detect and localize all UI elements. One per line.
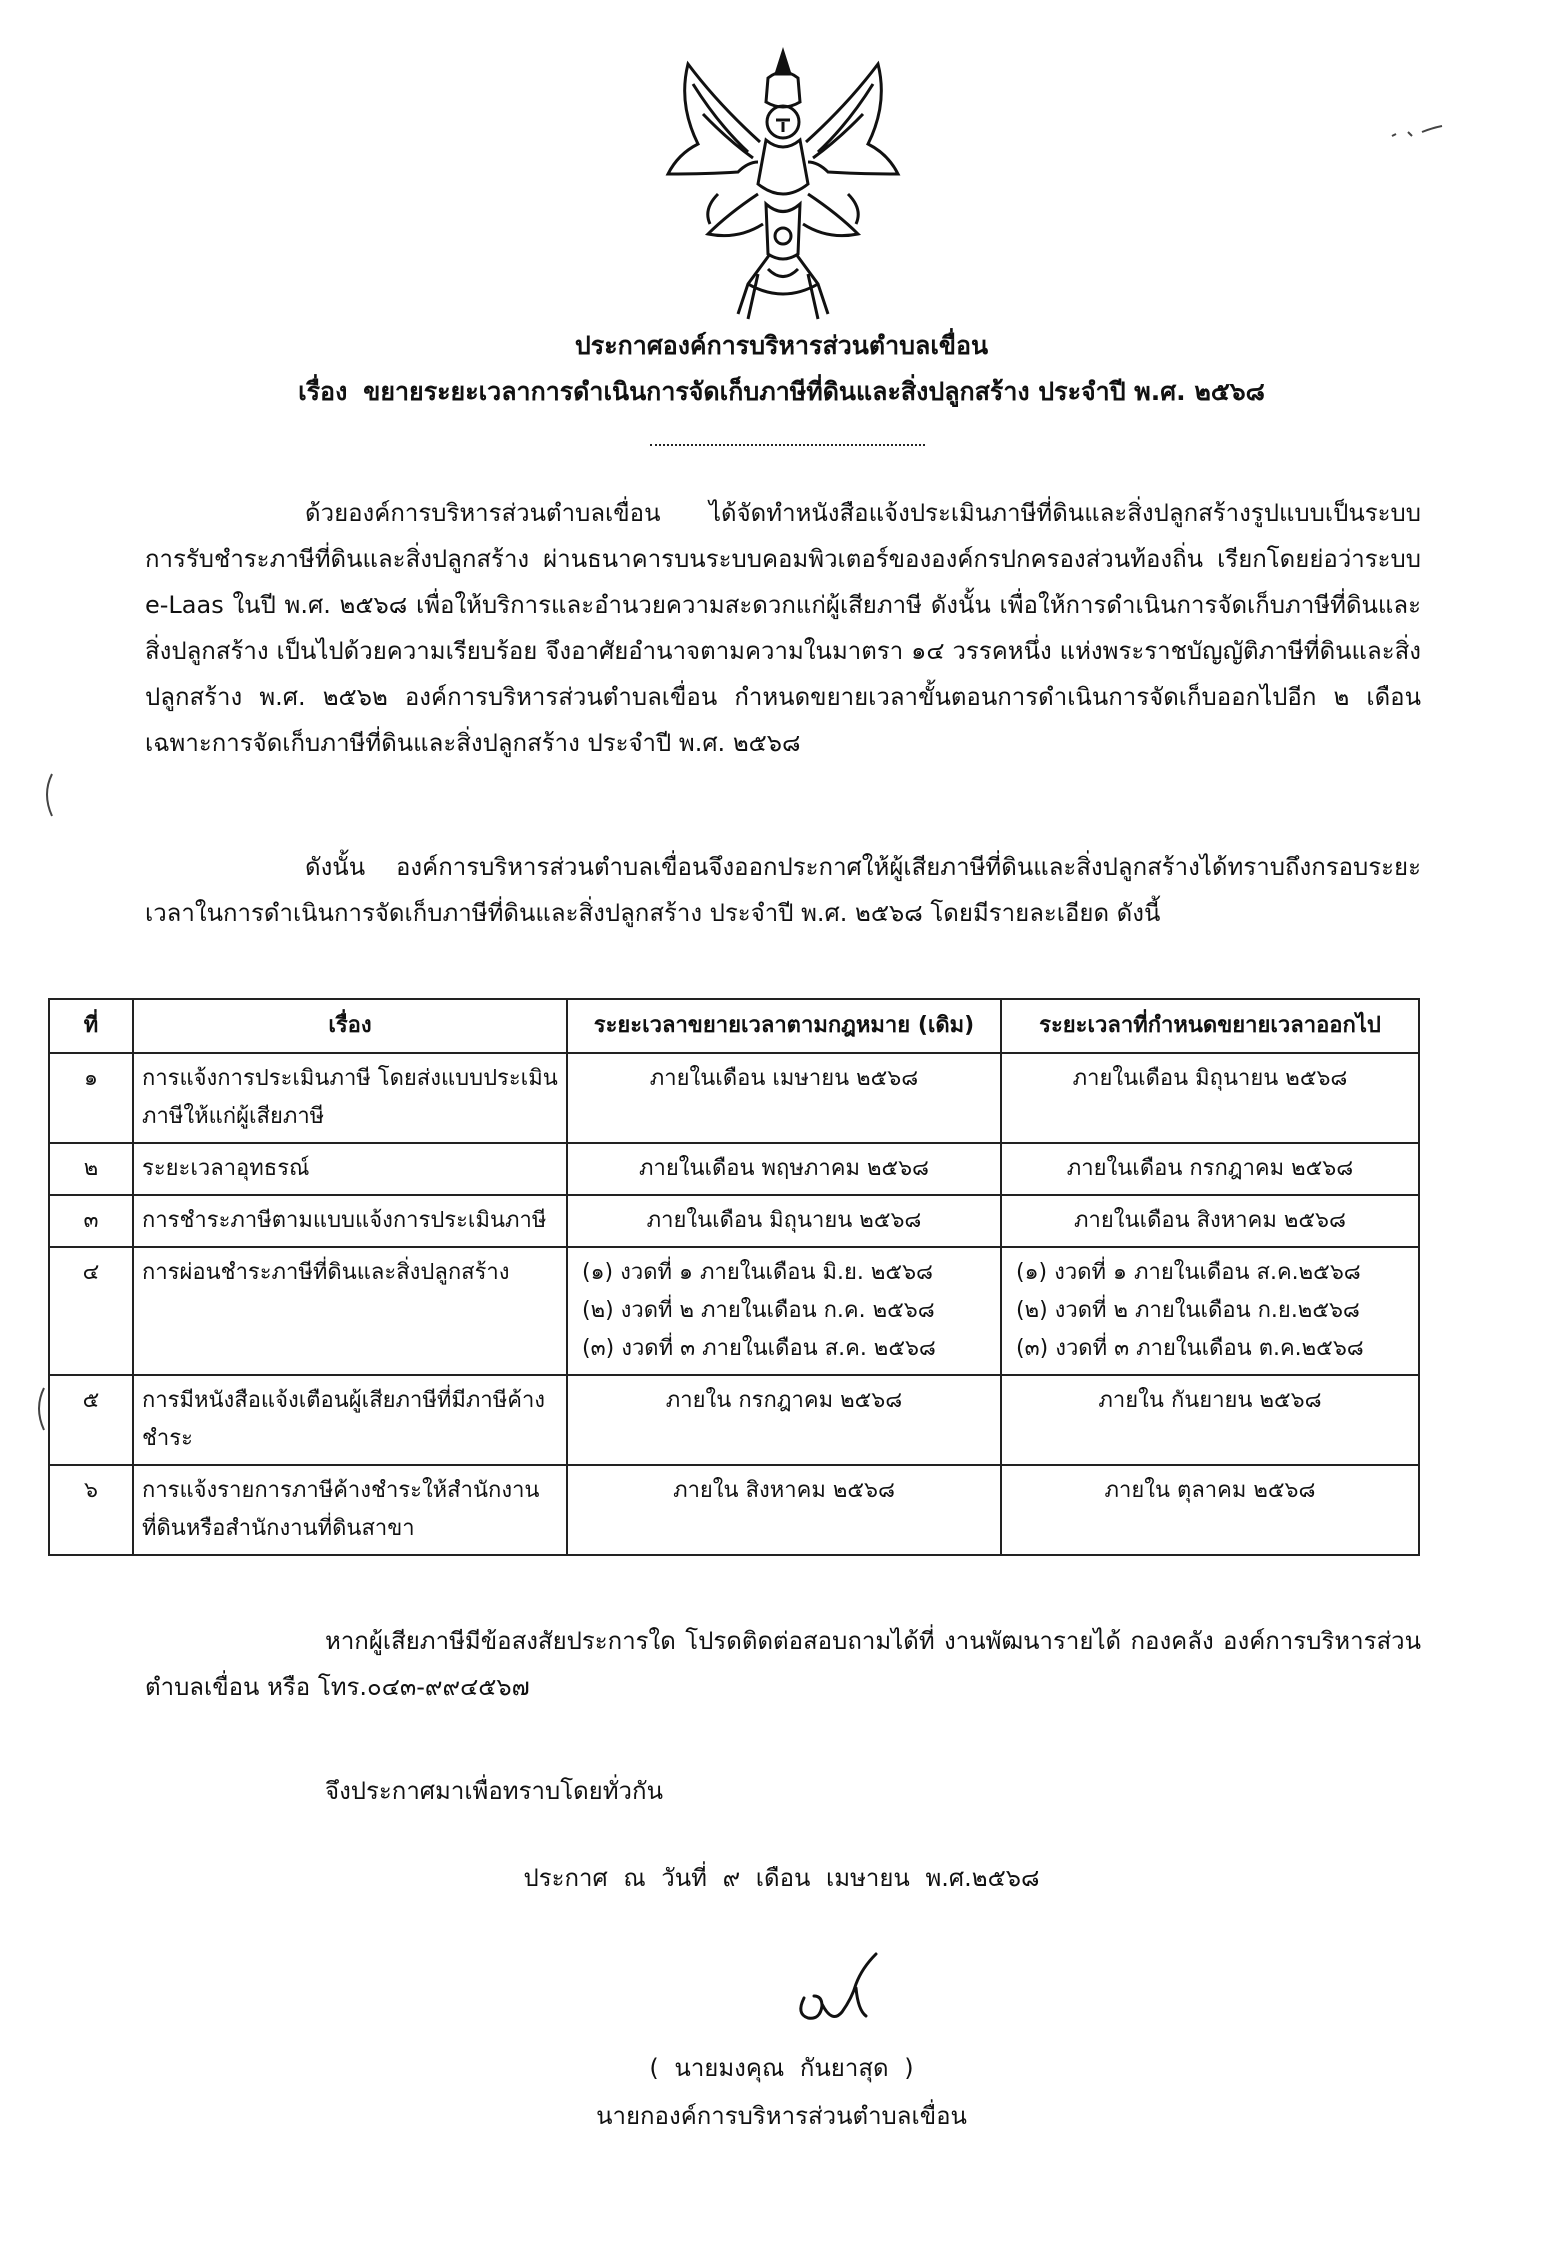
row-topic: การมีหนังสือแจ้งเตือนผู้เสียภาษีที่มีภาษีค้างชำระ — [133, 1375, 567, 1465]
header-no: ที่ — [49, 999, 133, 1053]
installment-line: (๑) งวดที่ ๑ ภายในเดือน ส.ค.๒๕๖๘ — [1016, 1260, 1361, 1285]
row-no: ๓ — [49, 1195, 133, 1247]
row-new-period — [1001, 1247, 1419, 1375]
scan-mark — [30, 1384, 50, 1434]
row-new-period: ภายในเดือน กรกฎาคม ๒๕๖๘ — [1001, 1143, 1419, 1195]
installment-line: (๓) งวดที่ ๓ ภายในเดือน ส.ค. ๒๕๖๘ — [582, 1336, 936, 1361]
body-paragraph-2 — [145, 844, 1421, 936]
announcement-date: ประกาศ ณ วันที่ ๙ เดือน เมษายน พ.ศ.๒๕๖๘ — [523, 1864, 1040, 1892]
row-new-period: ภายใน กันยายน ๒๕๖๘ — [1001, 1375, 1419, 1465]
row-old-period: ภายในเดือน เมษายน ๒๕๖๘ — [567, 1053, 1001, 1143]
contact-paragraph — [145, 1618, 1421, 1710]
row-old-period — [567, 1247, 1001, 1375]
table-row — [49, 1375, 1419, 1465]
row-no: ๖ — [49, 1465, 133, 1555]
installment-line: (๒) งวดที่ ๒ ภายในเดือน ก.ค. ๒๕๖๘ — [582, 1298, 935, 1323]
table-row — [49, 1465, 1419, 1555]
row-topic: การผ่อนชำระภาษีที่ดินและสิ่งปลูกสร้าง — [133, 1247, 567, 1375]
row-no: ๑ — [49, 1053, 133, 1143]
paragraph-1-text: ด้วยองค์การบริหารส่วนตำบลเขื่อน ได้จัดทำหนังสือแจ้งประเมินภาษีที่ดินและสิ่งปลูกสร้างรูปแบบเป็นระบบการรับชำระภาษีที่ดินและสิ่งปลูกสร้าง ผ่านธนาคารบนระบบคอมพิวเตอร์ขององค์กรปกครองส่วนท้องถิ่น เรียกโดยย่อว่าระบบ e-Laas ในปี พ.ศ. ๒๕๖๘ เพื่อให้บริการและอำนวยความสะดวกแก่ผู้เสียภาษี ดังนั้น เพื่อให้การดำเนินการจัดเก็บภาษีที่ดินและสิ่งปลูกสร้าง เป็นไปด้วยความเรียบร้อย จึงอาศัยอำนาจตามความในมาตรา ๑๔ วรรคหนึ่ง แห่งพระราชบัญญัติภาษีที่ดินและสิ่งปลูกสร้าง พ.ศ. ๒๕๖๒ องค์การบริหารส่วนตำบลเขื่อน กำหนดขยายเวลาขั้นตอนการดำเนินการจัดเก็บออกไปอีก ๒ เดือน เฉพาะการจัดเก็บภาษีที่ดินและสิ่งปลูกสร้าง ประจำปี พ.ศ. ๒๕๖๘ — [145, 499, 1421, 757]
installment-line: (๒) งวดที่ ๒ ภายในเดือน ก.ย.๒๕๖๘ — [1016, 1298, 1360, 1323]
row-topic: การชำระภาษีตามแบบแจ้งการประเมินภาษี — [133, 1195, 567, 1247]
garuda-emblem-icon — [648, 44, 918, 324]
row-topic: ระยะเวลาอุทธรณ์ — [133, 1143, 567, 1195]
row-no: ๕ — [49, 1375, 133, 1465]
installment-line: (๓) งวดที่ ๓ ภายในเดือน ต.ค.๒๕๖๘ — [1016, 1336, 1364, 1361]
paragraph-2-text: ดังนั้น องค์การบริหารส่วนตำบลเขื่อนจึงออกประกาศให้ผู้เสียภาษีที่ดินและสิ่งปลูกสร้างได้ทราบถึงกรอบระยะเวลาในการดำเนินการจัดเก็บภาษีที่ดินและสิ่งปลูกสร้าง ประจำปี พ.ศ. ๒๕๖๘ โดยมีรายละเอียด ดังนี้ — [145, 853, 1421, 927]
announcement-title: ประกาศองค์การบริหารส่วนตำบลเขื่อน — [574, 331, 989, 360]
header-old-period: ระยะเวลาขยายเวลาตามกฎหมาย (เดิม) — [567, 999, 1001, 1053]
announcement-subject — [0, 374, 1563, 410]
schedule-table — [48, 998, 1420, 1556]
row-new-period: ภายในเดือน มิถุนายน ๒๕๖๘ — [1001, 1053, 1419, 1143]
header-topic: เรื่อง — [133, 999, 567, 1053]
handwritten-signature — [792, 1948, 902, 2028]
row-old-period: ภายใน สิงหาคม ๒๕๖๘ — [567, 1465, 1001, 1555]
scan-mark — [38, 770, 58, 820]
table-row — [49, 1195, 1419, 1247]
scan-mark — [1388, 122, 1448, 142]
installment-line: (๑) งวดที่ ๑ ภายในเดือน มิ.ย. ๒๕๖๘ — [582, 1260, 934, 1285]
row-topic: การแจ้งรายการภาษีค้างชำระให้สำนักงานที่ดินหรือสำนักงานที่ดินสาขา — [133, 1465, 567, 1555]
row-no: ๔ — [49, 1247, 133, 1375]
row-topic: การแจ้งการประเมินภาษี โดยส่งแบบประเมินภาษีให้แก่ผู้เสียภาษี — [133, 1053, 567, 1143]
table-row — [49, 1143, 1419, 1195]
row-old-period: ภายในเดือน มิถุนายน ๒๕๖๘ — [567, 1195, 1001, 1247]
table-header-row — [49, 999, 1419, 1053]
row-old-period: ภายใน กรกฎาคม ๒๕๖๘ — [567, 1375, 1001, 1465]
row-no: ๒ — [49, 1143, 133, 1195]
subject-label: เรื่อง — [298, 377, 348, 406]
row-new-period: ภายในเดือน สิงหาคม ๒๕๖๘ — [1001, 1195, 1419, 1247]
dotted-divider — [650, 444, 925, 446]
row-new-period: ภายใน ตุลาคม ๒๕๖๘ — [1001, 1465, 1419, 1555]
contact-text: หากผู้เสียภาษีมีข้อสงสัยประการใด โปรดติดต่อสอบถามได้ที่ งานพัฒนารายได้ กองคลัง องค์การบริหารส่วนตำบลเขื่อน หรือ โทร.๐๔๓-๙๙๔๕๖๗ — [145, 1627, 1421, 1701]
signer-title: นายกองค์การบริหารส่วนตำบลเขื่อน — [596, 2102, 967, 2130]
table-row — [49, 1247, 1419, 1375]
table-row — [49, 1053, 1419, 1143]
closing-line: จึงประกาศมาเพื่อทราบโดยทั่วกัน — [325, 1777, 663, 1805]
subject-text: ขยายระยะเวลาการดำเนินการจัดเก็บภาษีที่ดินและสิ่งปลูกสร้าง ประจำปี พ.ศ. ๒๕๖๘ — [363, 377, 1265, 406]
header-new-period: ระยะเวลาที่กำหนดขยายเวลาออกไป — [1001, 999, 1419, 1053]
body-paragraph-1 — [145, 490, 1421, 766]
row-old-period: ภายในเดือน พฤษภาคม ๒๕๖๘ — [567, 1143, 1001, 1195]
signer-name: ( นายมงคุณ กันยาสุด ) — [649, 2054, 914, 2082]
